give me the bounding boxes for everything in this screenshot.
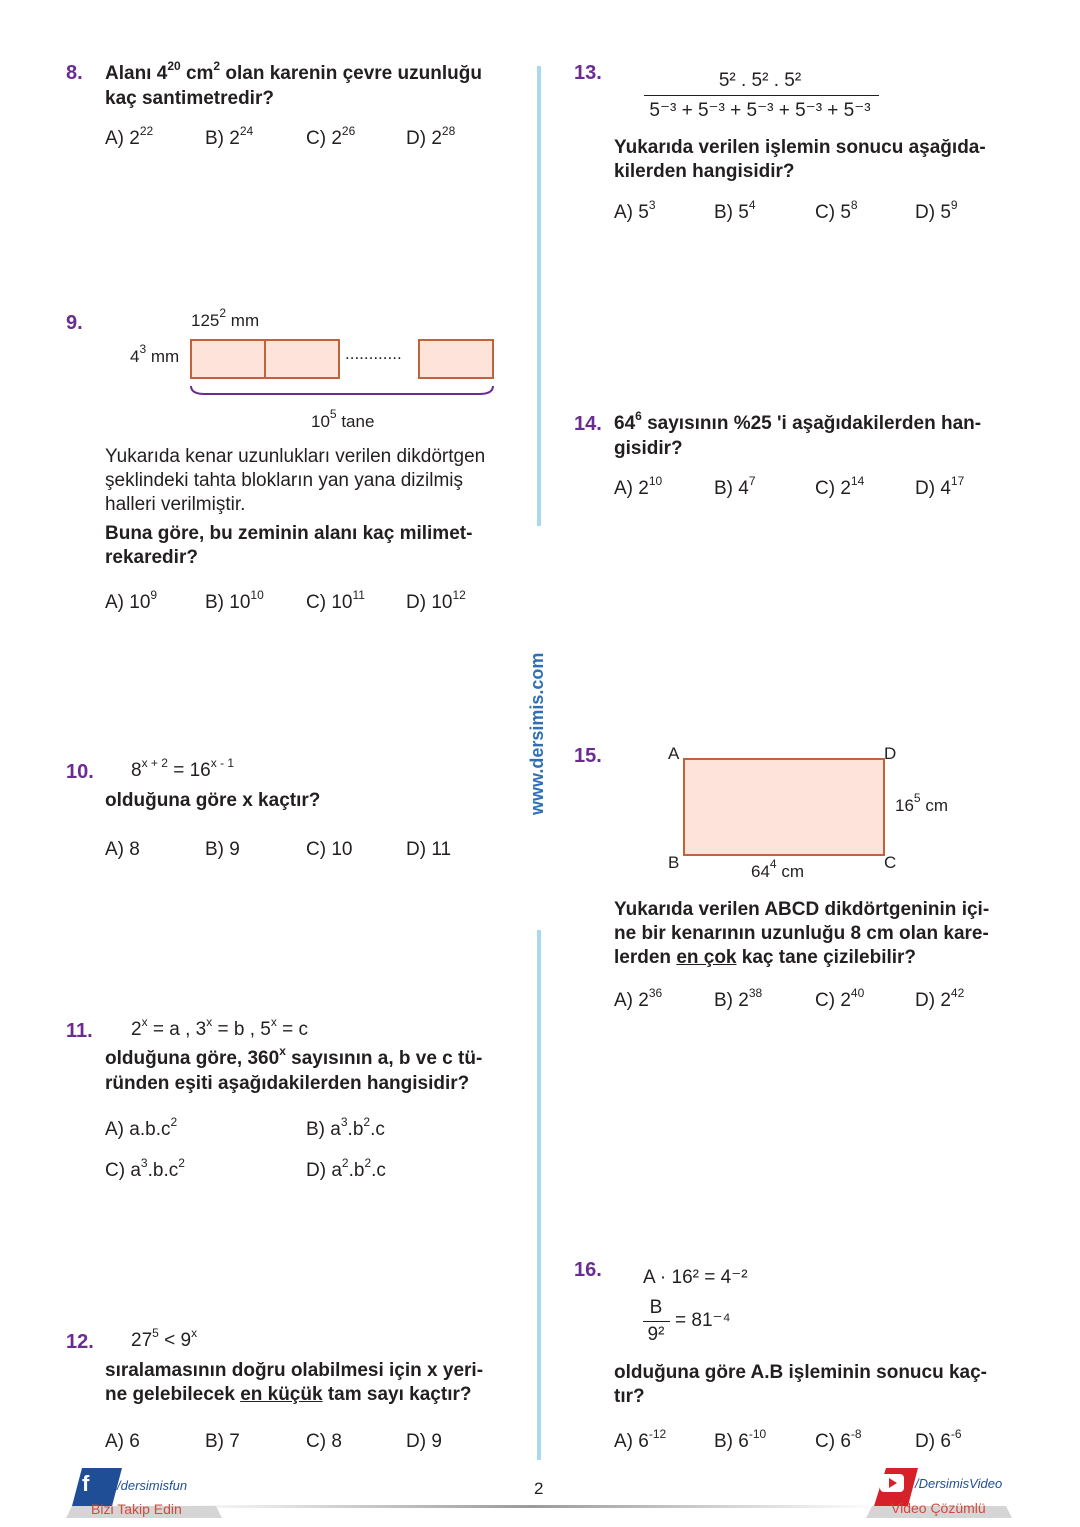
question-number: 16. bbox=[574, 1259, 602, 1281]
option-d[interactable]: D) $5^9$ bbox=[915, 198, 958, 223]
option-c[interactable]: C) $6^{-8}$ bbox=[815, 1427, 862, 1452]
facebook-icon[interactable]: f bbox=[82, 1471, 90, 1496]
option-b[interactable]: B) $2^{24}$ bbox=[205, 124, 254, 149]
option-d[interactable]: D) $2^{42}$ bbox=[915, 986, 965, 1011]
question-prompt: Yukarıda verilen işlemin sonucu aşağıda- kilerden hangisidir? bbox=[614, 137, 986, 182]
option-a[interactable]: A) $6^{-12}$ bbox=[614, 1427, 667, 1452]
option-b[interactable]: B) $a^3.b^2.c$ bbox=[306, 1115, 385, 1140]
option-d[interactable]: D) $a^2.b^2.c$ bbox=[306, 1156, 386, 1181]
rectangle-abcd bbox=[683, 758, 885, 856]
option-b[interactable]: B) $5^4$ bbox=[714, 198, 756, 223]
dots: ............ bbox=[345, 344, 402, 363]
block-height-label: $4^3$ mm bbox=[130, 342, 180, 366]
option-c[interactable]: C) $2^{40}$ bbox=[815, 986, 865, 1011]
option-d[interactable]: D) $4^{17}$ bbox=[915, 474, 965, 499]
fraction-bar bbox=[644, 95, 879, 96]
fraction-numerator: B bbox=[649, 1297, 663, 1318]
block-count-label: $10^5$ tane bbox=[311, 407, 375, 431]
option-d[interactable]: D) $2^{28}$ bbox=[406, 124, 456, 149]
option-c[interactable]: C) $2^{26}$ bbox=[306, 124, 356, 149]
equation-2-rhs: = 81⁻⁴ bbox=[675, 1310, 731, 1331]
fraction-denominator: 9² bbox=[647, 1324, 665, 1345]
question-prompt: olduğuna göre, 360$^x$ sayısının a, b ve c tü- ründen eşiti aşağıdakilerden hangisidir? bbox=[105, 1044, 483, 1094]
question-number: 10. bbox=[66, 761, 94, 783]
corner-d: D bbox=[884, 744, 897, 763]
column-divider-top bbox=[537, 66, 541, 526]
watermark: www.dersimis.com bbox=[527, 652, 547, 815]
corner-a: A bbox=[668, 744, 680, 763]
footer-line bbox=[180, 1505, 880, 1508]
option-d[interactable]: D) 11 bbox=[406, 839, 452, 860]
block bbox=[265, 340, 339, 378]
question-number: 8. bbox=[66, 62, 83, 84]
option-b[interactable]: B) $2^{38}$ bbox=[714, 986, 763, 1011]
play-icon[interactable] bbox=[880, 1474, 904, 1492]
question-prompt: olduğuna göre x kaçtır? bbox=[105, 790, 321, 811]
fraction-denominator: 5⁻³ + 5⁻³ + 5⁻³ + 5⁻³ + 5⁻³ bbox=[649, 100, 871, 121]
column-divider-bottom bbox=[537, 930, 541, 1460]
youtube-handle[interactable]: /DersimisVideo bbox=[915, 1476, 1003, 1491]
option-c[interactable]: C) $10^{11}$ bbox=[306, 588, 365, 613]
question-number: 11. bbox=[66, 1020, 93, 1042]
equation: $8^{x + 2} = 16^{x - 1}$ bbox=[131, 756, 235, 781]
brace bbox=[191, 386, 493, 394]
facebook-caption: Bizi Takip Edin bbox=[91, 1501, 182, 1517]
equation-1: A · 16² = 4⁻² bbox=[643, 1267, 748, 1288]
option-a[interactable]: A) $2^{10}$ bbox=[614, 474, 663, 499]
corner-b: B bbox=[668, 853, 680, 872]
fraction-numerator: 5² . 5² . 5² bbox=[718, 70, 802, 91]
option-b[interactable]: B) $10^{10}$ bbox=[205, 588, 264, 613]
question-number: 14. bbox=[574, 413, 602, 435]
option-a[interactable]: A) 6 bbox=[105, 1431, 140, 1452]
fraction-bar bbox=[643, 1321, 670, 1322]
option-b[interactable]: B) 7 bbox=[205, 1431, 240, 1452]
bottom-length-label: $64^4$ cm bbox=[751, 857, 804, 881]
option-c[interactable]: C) $5^8$ bbox=[815, 198, 858, 223]
option-c[interactable]: C) $2^{14}$ bbox=[815, 474, 865, 499]
option-a[interactable]: A) $2^{22}$ bbox=[105, 124, 154, 149]
option-d[interactable]: D) $10^{12}$ bbox=[406, 588, 466, 613]
question-number: 13. bbox=[574, 62, 602, 84]
question-text: Yukarıda kenar uzunlukları verilen dikdörtgen şeklindeki tahta blokların yan yana dizilmiş halleri verilmiştir. bbox=[105, 446, 486, 515]
option-c[interactable]: C) 10 bbox=[306, 839, 353, 860]
option-d[interactable]: D) $6^{-6}$ bbox=[915, 1427, 962, 1452]
block-width-label: $125^2$ mm bbox=[191, 306, 260, 330]
option-a[interactable]: A) $10^9$ bbox=[105, 588, 158, 613]
question-number: 15. bbox=[574, 745, 602, 767]
youtube-caption: Video Çözümlü bbox=[891, 1500, 986, 1516]
facebook-handle[interactable]: /dersimisfun bbox=[117, 1478, 188, 1493]
question-prompt: sıralamasının doğru olabilmesi için x yeri- ne gelebilecek en küçük tam sayı kaçtır? bbox=[105, 1360, 484, 1405]
side-length-label: $16^5$ cm bbox=[895, 791, 948, 815]
option-b[interactable]: B) $4^7$ bbox=[714, 474, 756, 499]
option-b[interactable]: B) $6^{-10}$ bbox=[714, 1427, 767, 1452]
inequality: $27^5 < 9^x$ bbox=[131, 1326, 198, 1351]
question-prompt: $64^6$ sayısının %25 'i aşağıdakilerden han- gisidir? bbox=[614, 409, 982, 459]
option-a[interactable]: A) $5^3$ bbox=[614, 198, 656, 223]
question-number: 9. bbox=[66, 312, 83, 334]
option-c[interactable]: C) 8 bbox=[306, 1431, 342, 1452]
option-c[interactable]: C) $a^3.b.c^2$ bbox=[105, 1156, 185, 1181]
option-a[interactable]: A) 8 bbox=[105, 839, 140, 860]
equation: $2^x = a$ , $3^x = b$ , $5^x = c$ bbox=[131, 1015, 308, 1040]
question-text: Alanı $4^{20}$ $cm^2$ olan karenin çevre uzunluğu kaç santimetredir? bbox=[105, 59, 482, 109]
block bbox=[419, 340, 493, 378]
question-prompt: olduğuna göre A.B işleminin sonucu kaç- tır? bbox=[614, 1362, 988, 1407]
option-b[interactable]: B) 9 bbox=[205, 839, 240, 860]
option-a[interactable]: A) $2^{36}$ bbox=[614, 986, 663, 1011]
question-prompt: Buna göre, bu zeminin alanı kaç milimet- rekaredir? bbox=[105, 523, 473, 568]
option-a[interactable]: A) $a.b.c^2$ bbox=[105, 1115, 178, 1140]
option-d[interactable]: D) 9 bbox=[406, 1431, 442, 1452]
question-number: 12. bbox=[66, 1331, 94, 1353]
block bbox=[191, 340, 265, 378]
corner-c: C bbox=[884, 853, 897, 872]
blocks-diagram bbox=[185, 336, 500, 402]
page-number: 2 bbox=[534, 1479, 544, 1498]
question-prompt: Yukarıda verilen ABCD dikdörtgeninin içi- ne bir kenarının uzunluğu 8 cm olan kare- lerden en çok kaç tane çizilebilir? bbox=[614, 899, 990, 968]
